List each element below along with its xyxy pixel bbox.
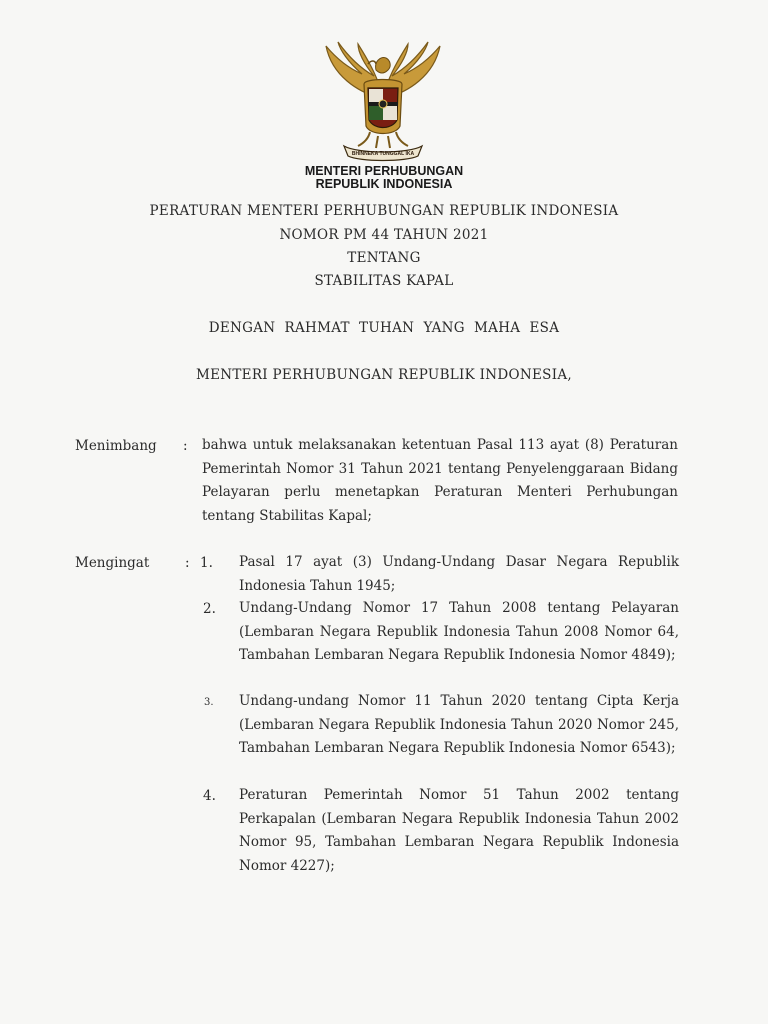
title-line4: STABILITAS KAPAL <box>314 273 454 289</box>
mengingat-item-1-text: Pasal 17 ayat (3) Undang-Undang Dasar Negara Republik Indonesia Tahun 1945; <box>239 554 679 594</box>
emblem-motto: BHINNEKA TUNGGAL IKA <box>351 151 415 157</box>
mengingat-item-3-text: Undang-undang Nomor 11 Tahun 2020 tentang Cipta Kerja (Lembaran Negara Republik Indonesia Tahun 2020 Nomor 245, Tambahan Lembaran Negara Republik Indonesia Nomor 6543); <box>239 693 679 756</box>
title-line2: NOMOR PM 44 TAHUN 2021 <box>279 227 489 243</box>
mengingat-item-4-number: 4. <box>203 788 216 804</box>
menimbang-text: bahwa untuk melaksanakan ketentuan Pasal 113 ayat (8) Peraturan Pemerintah Nomor 31 Tahun 2021 tentang Penyelenggaraan Bidang Pelayaran perlu menetapkan Peraturan Menteri Perhubungan tentang Stabilitas Kapal; <box>202 437 678 524</box>
menimbang-label: Menimbang <box>75 438 157 454</box>
mengingat-label: Mengingat <box>75 555 150 571</box>
org-name-line2: REPUBLIK INDONESIA <box>315 177 453 191</box>
title-line1: PERATURAN MENTERI PERHUBUNGAN REPUBLIK INDONESIA <box>149 203 619 219</box>
minister-heading: MENTERI PERHUBUNGAN REPUBLIK INDONESIA, <box>195 367 572 383</box>
mengingat-item-2-number: 2. <box>203 601 216 617</box>
menimbang-colon: : <box>183 438 188 454</box>
mengingat-item-2-text: Undang-Undang Nomor 17 Tahun 2008 tentang Pelayaran (Lembaran Negara Republik Indonesia Tahun 2008 Nomor 64, Tambahan Lembaran Negara Republik Indonesia Nomor 4849); <box>239 600 679 663</box>
title-line3: TENTANG <box>347 250 421 266</box>
mengingat-item-1-number: 1. <box>200 555 213 571</box>
org-name-line1: MENTERI PERHUBUNGAN <box>304 164 464 178</box>
mengingat-colon: : <box>185 555 190 571</box>
mengingat-item-4-text: Peraturan Pemerintah Nomor 51 Tahun 2002 tentang Perkapalan (Lembaran Negara Republik Indonesia Tahun 2002 Nomor 95, Tambahan Lembaran Negara Republik Indonesia Nomor 4227); <box>239 787 679 874</box>
invocation: DENGAN RAHMAT TUHAN YANG MAHA ESA <box>208 320 560 336</box>
mengingat-item-3-number: 3. <box>204 697 214 708</box>
garuda-emblem-icon <box>318 40 448 162</box>
